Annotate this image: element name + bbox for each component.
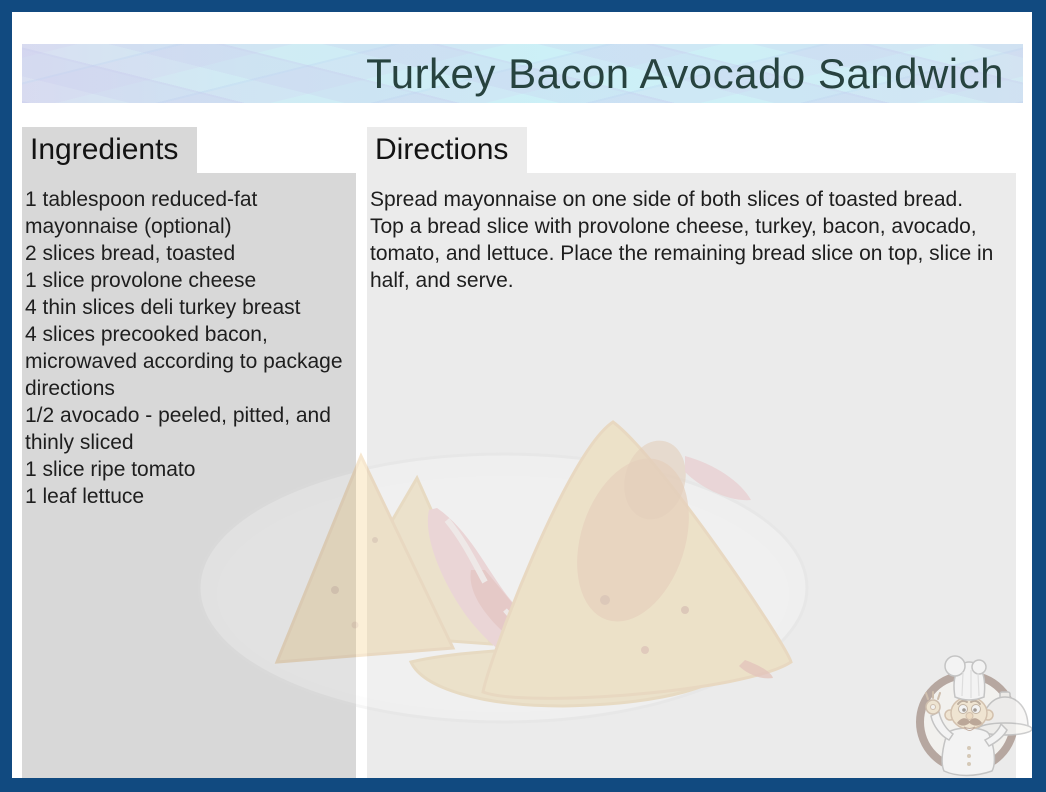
ingredient-item: 1/2 avocado - peeled, pitted, and thinly sliced	[25, 404, 331, 454]
ingredients-list	[22, 173, 356, 510]
ingredient-item: 2 slices bread, toasted	[25, 242, 236, 265]
ingredient-item: 1 tablespoon reduced-fat mayonnaise (optional)	[25, 188, 258, 238]
directions-heading-box	[367, 127, 527, 173]
ingredients-heading: Ingredients	[30, 133, 179, 166]
directions-heading: Directions	[375, 133, 509, 166]
ingredient-item: 1 leaf lettuce	[25, 485, 145, 508]
page-title: Turkey Bacon Avocado Sandwich	[366, 49, 1004, 97]
header-banner	[22, 44, 1023, 103]
ingredient-item: 4 slices precooked bacon, microwaved according to package directions	[25, 323, 343, 400]
directions-text: Spread mayonnaise on one side of both slices of toasted bread. Top a bread slice with provolone cheese, turkey, bacon, avocado, tomato, and lettuce. Place the remaining bread slice on top, slice in half, and serve.	[370, 188, 994, 292]
ingredients-heading-box	[22, 127, 197, 173]
ingredient-item: 4 thin slices deli turkey breast	[25, 296, 301, 319]
ingredient-item: 1 slice ripe tomato	[25, 458, 196, 481]
page-inner	[12, 12, 1032, 778]
ingredient-item: 1 slice provolone cheese	[25, 269, 257, 292]
directions-section	[367, 173, 1016, 778]
ingredients-section	[22, 173, 356, 778]
